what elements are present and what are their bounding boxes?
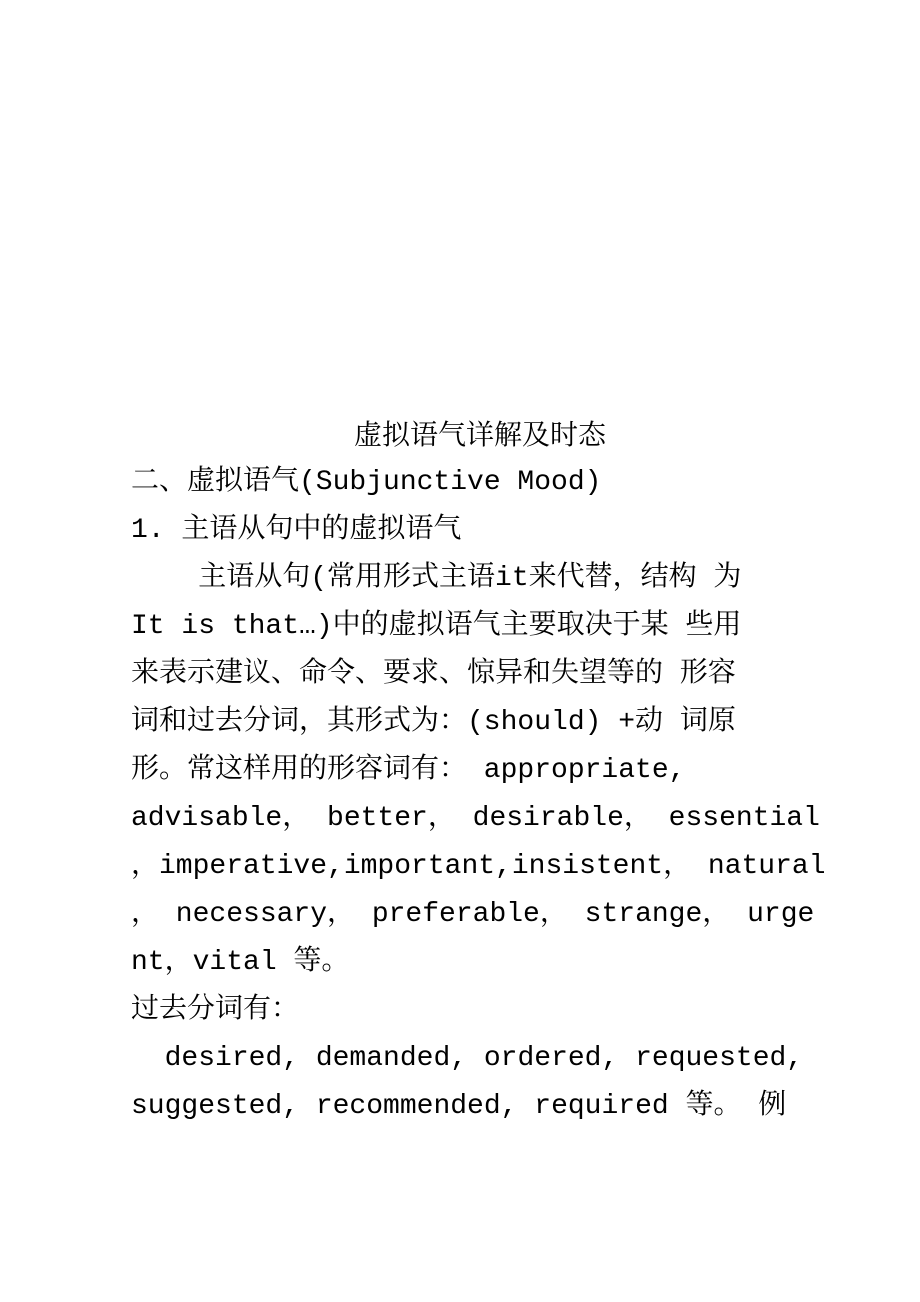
body-line: nt，vital 等。 — [131, 947, 350, 978]
body-line: ， necessary， preferable， strange， urge — [131, 899, 815, 930]
body-line: It is that…)中的虚拟语气主要取决于某 些用 — [131, 611, 742, 642]
body-line: desired, demanded, ordered, requested, — [131, 1043, 804, 1074]
body-line: suggested, recommended, required 等。 例 — [131, 1091, 787, 1122]
document-title: 虚拟语气详解及时态 — [353, 418, 606, 451]
body-line: 过去分词有： — [131, 995, 300, 1026]
body-line: 来表示建议、命令、要求、惊异和失望等的 形容 — [131, 659, 736, 690]
section-heading: 二、虚拟语气(Subjunctive Mood) — [131, 467, 602, 498]
body-line: 词和过去分词，其形式为：(should) +动 词原 — [131, 707, 736, 738]
body-line: 形。常这样用的形容词有： appropriate, — [131, 755, 686, 786]
body-line: 主语从句(常用形式主语it来代替，结构 为 — [131, 563, 742, 594]
body-line: advisable， better， desirable， essential — [131, 803, 820, 834]
body-line: ，imperative,important,insistent， natural — [131, 851, 826, 882]
subsection-heading: 1. 主语从句中的虚拟语气 — [131, 515, 462, 546]
